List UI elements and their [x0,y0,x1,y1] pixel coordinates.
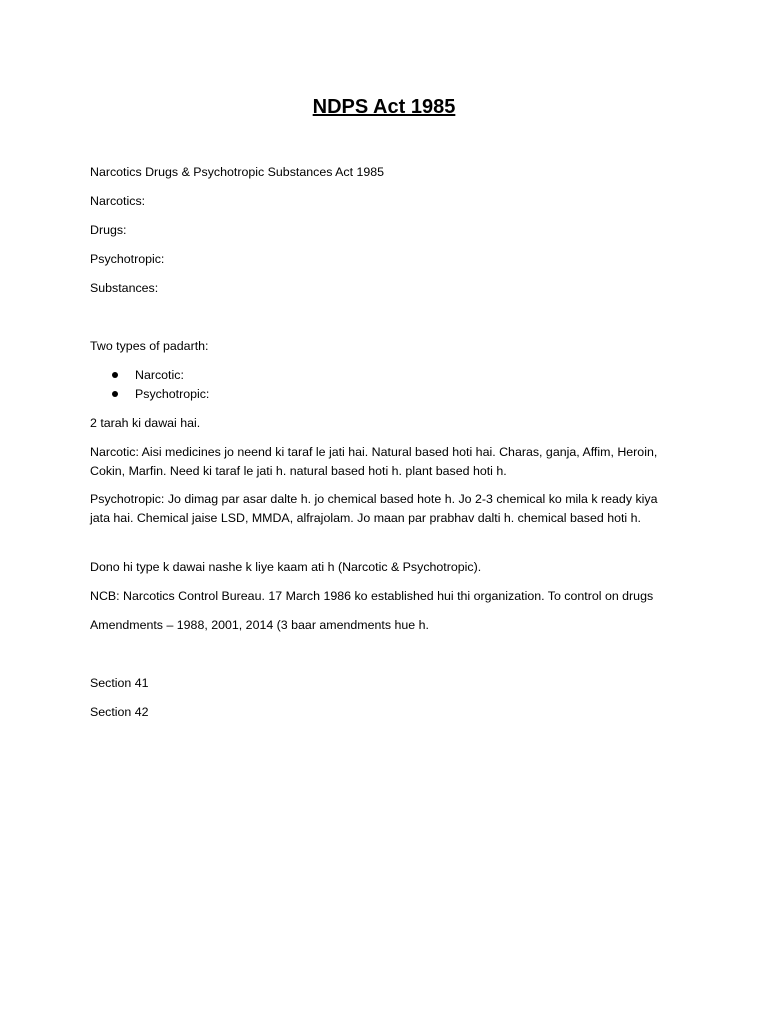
two-kinds-text: 2 tarah ki dawai hai. [90,416,201,430]
bullet-icon [112,391,118,397]
document-title: NDPS Act 1985 [312,96,456,118]
list-item-label: Psychotropic: [135,387,210,401]
section-41: Section 41 [90,676,149,690]
narcotic-description: Narcotic: Aisi medicines jo neend ki taraf le jati hai. Natural based hoti hai. Charas, ganja, Affim, Heroin, Cokin, Marfin. Need ki taraf le jati h. natural based hoti h. plant based hoti h. [90,445,658,478]
types-heading: Two types of padarth: [90,339,209,353]
amendments-text: Amendments – 1988, 2001, 2014 (3 baar amendments hue h. [90,618,429,632]
list-item [90,366,680,385]
types-list [90,366,680,404]
term-substances: Substances: [90,281,159,295]
ncb-text: NCB: Narcotics Control Bureau. 17 March 1986 ko established hui thi organization. To control on drugs [90,589,654,603]
psychotropic-description: Psychotropic: Jo dimag par asar dalte h. jo chemical based hote h. Jo 2-3 chemical ko mila k ready kiya jata hai. Chemical jaise LSD, MMDA, alfrajolam. Jo maan par prabhav dalti h. chemical based hoti h. [90,492,658,525]
both-types-text: Dono hi type k dawai nashe k liye kaam ati h (Narcotic & Psychotropic). [90,560,482,574]
list-item [90,385,680,404]
list-item-label: Narcotic: [135,368,184,382]
act-full-name: Narcotics Drugs & Psychotropic Substances Act 1985 [90,165,385,179]
term-psychotropic: Psychotropic: [90,252,165,266]
section-42: Section 42 [90,705,149,719]
term-drugs: Drugs: [90,223,127,237]
term-narcotics: Narcotics: [90,194,146,208]
bullet-icon [112,372,118,378]
